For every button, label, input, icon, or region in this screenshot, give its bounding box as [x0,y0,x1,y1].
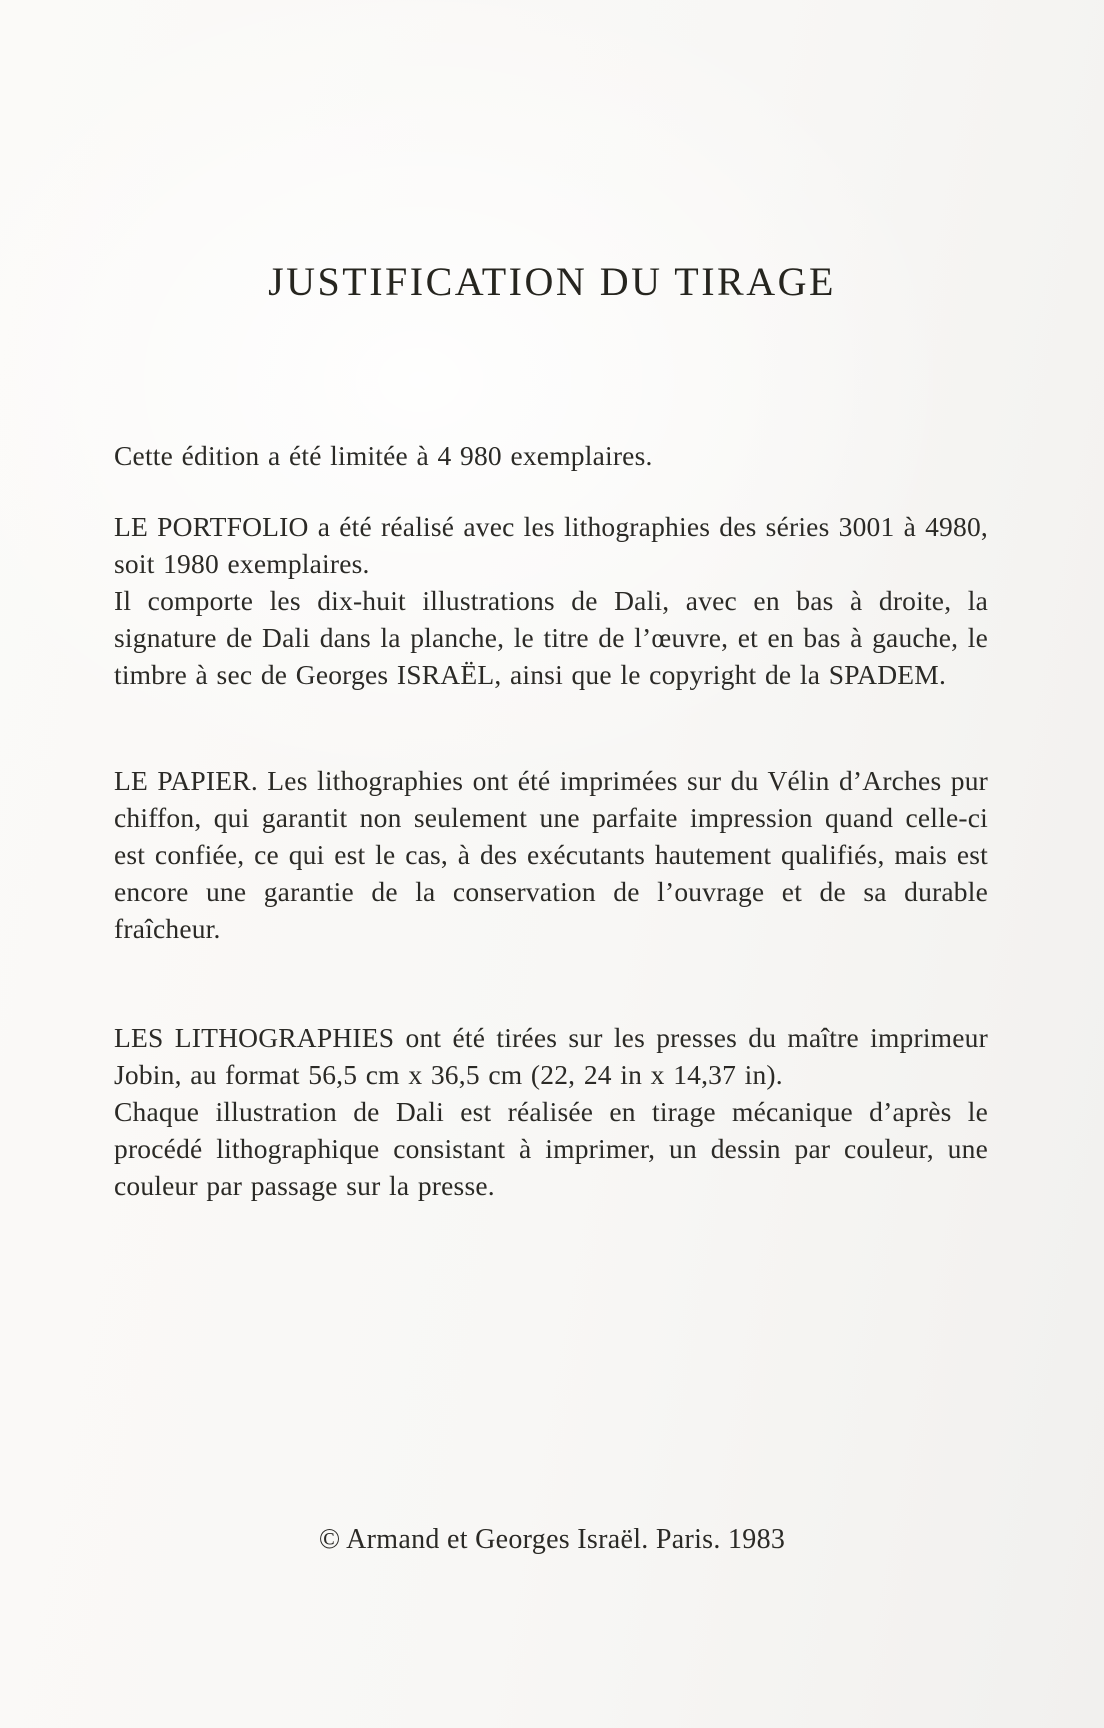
section-portfolio [114,508,988,693]
paragraph-portfolio-2: Il comporte les dix-huit illustrations de Dali, avec en bas à droite, la signature de Dali dans la planche, le titre de l’œuvre, et en bas à gauche, le timbre à sec de Georges ISRAËL, ainsi que le copyright de la SPADEM. [114,585,988,690]
page-title: JUSTIFICATION DU TIRAGE [268,259,836,304]
paragraph-portfolio-1: LE PORTFOLIO a été réalisé avec les lithographies des séries 3001 à 4980, soit 1980 exemplaires. [114,511,988,579]
paragraph-edition: Cette édition a été limitée à 4 980 exemplaires. [114,440,653,471]
section-edition [114,437,988,474]
section-papier [114,762,988,947]
section-lithographies [114,1019,988,1204]
copyright-line: © Armand et Georges Israël. Paris. 1983 [318,1524,786,1555]
paragraph-papier: LE PAPIER. Les lithographies ont été imprimées sur du Vélin d’Arches pur chiffon, qui garantit non seulement une parfaite impression quand celle-ci est confiée, ce qui est le cas, à des exécutants hautement qualifiés, mais est encore une garantie de la conservation de l’ouvrage et de sa durable fraîcheur. [114,765,988,944]
paragraph-lithographies-2: Chaque illustration de Dali est réalisée en tirage mécanique d’après le procédé lithographique consistant à imprimer, un dessin par couleur, une couleur par passage sur la presse. [114,1096,988,1201]
paragraph-lithographies-1: LES LITHOGRAPHIES ont été tirées sur les presses du maître imprimeur Jobin, au format 56,5 cm x 36,5 cm (22, 24 in x 14,37 in). [114,1022,988,1090]
